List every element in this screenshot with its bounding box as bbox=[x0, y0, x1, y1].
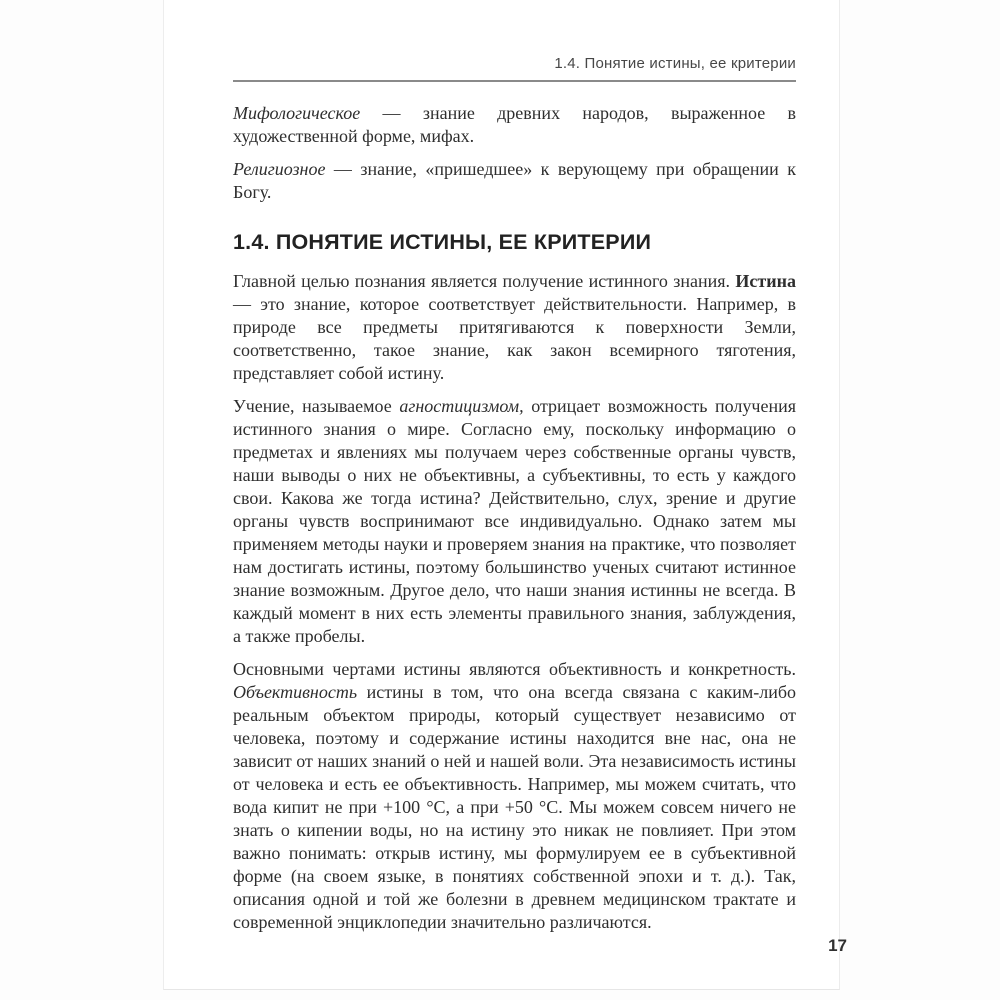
paragraph-agnosticism bbox=[233, 395, 796, 648]
paragraph-run: — это знание, которое соответствует действительности. Например, в природе все предметы притягиваются к поверхности Земли, соответственно, такое знание, как закон всемирного тяготения, представляет собой истину. bbox=[233, 294, 796, 383]
running-header: 1.4. Понятие истины, ее критерии bbox=[554, 55, 796, 72]
paragraph-run: — знание древних народов, выраженное в художественной форме, мифах. bbox=[233, 103, 796, 146]
paragraph-mythological-knowledge bbox=[233, 102, 796, 148]
paragraph-objectivity bbox=[233, 658, 796, 934]
term-truth: Истина bbox=[735, 271, 796, 291]
term-agnosticism: агностицизмом, bbox=[399, 396, 524, 416]
paragraph-run: — знание, «пришедшее» к верующему при обращении к Богу. bbox=[233, 159, 796, 202]
term-mythological: Мифологическое bbox=[233, 103, 361, 123]
book-page bbox=[163, 0, 847, 990]
paragraph-run: отрицает возможность получения истинного знания о мире. Согласно ему, поскольку информацию о предметах и явлениях мы получаем через собственные органы чувств, наши выводы о них не объективны, а субъективны, то есть у каждого свои. Какова же тогда истина? Действительно, слух, зрение и другие органы чувств воспринимают все индивидуально. Однако затем мы применяем методы науки и проверяем знания на практике, что позволяет нам достигать истины, поэтому большинство ученых считают истинное знание возможным. Другое дело, что наши знания истинны не всегда. В каждый момент в них есть элементы правильного знания, заблуждения, а также пробелы. bbox=[233, 396, 796, 646]
paragraph-run: истины в том, что она всегда связана с каким-либо реальным объектом природы, который существует независимо от человека, поэтому и содержание истины находится вне нас, она не зависит от наших знаний о ней и нашей воли. Эта независимость истины от человека и есть ее объективность. Например, мы можем считать, что вода кипит не при +100 °C, а при +50 °C. Мы можем совсем ничего не знать о кипении воды, но на истину это никак не повлияет. При этом важно понимать: открыв истину, мы формулируем ее в субъективной форме (на своем языке, в понятиях собственной эпохи и т. д.). Так, описания одной и той же болезни в древнем медицинском трактате и современной энциклопедии значительно различаются. bbox=[233, 682, 796, 932]
paragraph-religious-knowledge bbox=[233, 158, 796, 204]
paragraph-run: Учение, называемое bbox=[233, 396, 400, 416]
section-heading: 1.4. ПОНЯТИЕ ИСТИНЫ, ЕЕ КРИТЕРИИ bbox=[233, 230, 652, 254]
paragraph-run: Основными чертами истины являются объективность и конкретность. bbox=[233, 659, 796, 679]
page-content bbox=[233, 0, 847, 955]
term-objectivity: Объективность bbox=[233, 682, 358, 702]
body-text bbox=[233, 82, 796, 934]
page-number: 17 bbox=[828, 936, 847, 955]
paragraph-truth-definition bbox=[233, 270, 796, 385]
paragraph-run: Главной целью познания является получение истинного знания. bbox=[233, 271, 736, 291]
term-religious: Религиозное bbox=[233, 159, 326, 179]
